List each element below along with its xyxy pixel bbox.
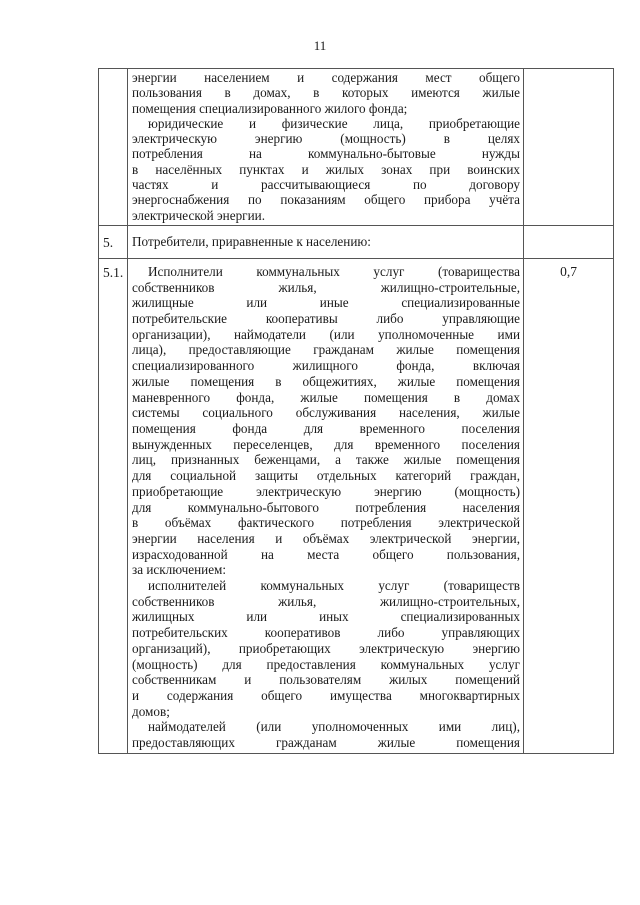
text-line: маневренного фонда, жилые помещения в домах [132, 389, 520, 405]
row-text [128, 69, 524, 226]
text-line: собственников жилья, жилищно-строительных, [132, 593, 520, 609]
text-line: потребительских кооперативов либо управляющих [132, 625, 520, 641]
text-line: юридические и физические лица, приобретающие [148, 115, 520, 131]
text-line: (мощность) для предоставления коммунальных услуг [132, 656, 520, 672]
table-row [99, 258, 614, 753]
text-line: израсходованной на места общего пользования, [132, 546, 520, 562]
text-line: предоставляющих гражданам жилые помещения [132, 735, 520, 751]
text-line: потребительские кооперативы либо управляющие [132, 311, 520, 327]
text-line: организации), наймодатели (или уполномоченные ими [132, 326, 520, 342]
text-line: системы социального обслуживания населения, жилые [132, 405, 520, 421]
text-line: Исполнители коммунальных услуг (товарищества [148, 263, 520, 279]
row-number [99, 69, 128, 226]
text-line: потребления на коммунально-бытовые нужды [132, 146, 520, 162]
text-line: наймодателей (или уполномоченных ими лиц), [148, 719, 520, 735]
row-text [128, 258, 524, 753]
text-line: за исключением: [132, 562, 227, 578]
text-line: домов; [132, 703, 170, 719]
page-number: 11 [313, 38, 327, 53]
text-line: лиц, признанных беженцами, а также жилые помещения [132, 452, 520, 468]
text-line: помещения специализированного жилого фонда; [132, 100, 408, 116]
row-number: 5. [99, 225, 128, 258]
text-line: пользования в домах, в которых имеются жилые [132, 85, 520, 101]
text-line: собственникам и пользователям жилых помещений [132, 672, 520, 688]
text-line: энергоснабжения по показаниям общего прибора учёта [132, 192, 520, 208]
text-line: организаций), приобретающих электрическую энергию [132, 640, 520, 656]
text-line: лица), предоставляющие гражданам жилые помещения [132, 342, 520, 358]
text-line: исполнителей коммунальных услуг (товариществ [148, 578, 520, 594]
text-line: специализированного жилищного фонда, включая [132, 358, 520, 374]
text-line: для социальной защиты отдельных категорий граждан, [132, 468, 520, 484]
text-line: электрическую энергию (мощность) в целях [132, 131, 520, 147]
row-value [524, 69, 614, 226]
text-line: жилищные или иные специализированные [132, 295, 520, 311]
text-line: для коммунально-бытового потребления населения [132, 499, 520, 515]
text-line: жилые помещения в общежитиях, жилые помещения [132, 373, 520, 389]
row-number: 5.1. [99, 258, 128, 753]
text-line: частях и рассчитывающиеся по договору [132, 177, 520, 193]
text-line: и содержания общего имущества многоквартирных [132, 687, 520, 703]
row-value: 0,7 [524, 258, 614, 753]
row-value [524, 225, 614, 258]
text-line: электрической энергии. [132, 207, 266, 223]
table-row [99, 225, 614, 258]
text-line: вынужденных переселенцев, для временного поселения [132, 436, 520, 452]
row-text [128, 225, 524, 258]
text-line: в объёмах фактического потребления электрической [132, 515, 520, 531]
text-line: энергии населения и объёмах электрической энергии, [132, 530, 520, 546]
text-line: помещения фонда для временного поселения [132, 421, 520, 436]
text-line: собственников жилья, жилищно-строительные, [132, 279, 520, 295]
tariff-table [98, 68, 614, 754]
text-line: энергии населением и содержания мест общего [132, 70, 520, 85]
table-row [99, 69, 614, 226]
text-line: жилищных или иных специализированных [132, 609, 520, 625]
text-line: в населённых пунктах и жилых зонах при воинских [132, 161, 520, 177]
text-line: Потребители, приравненные к населению: [132, 233, 371, 249]
text-line: приобретающие электрическую энергию (мощность) [132, 483, 520, 499]
